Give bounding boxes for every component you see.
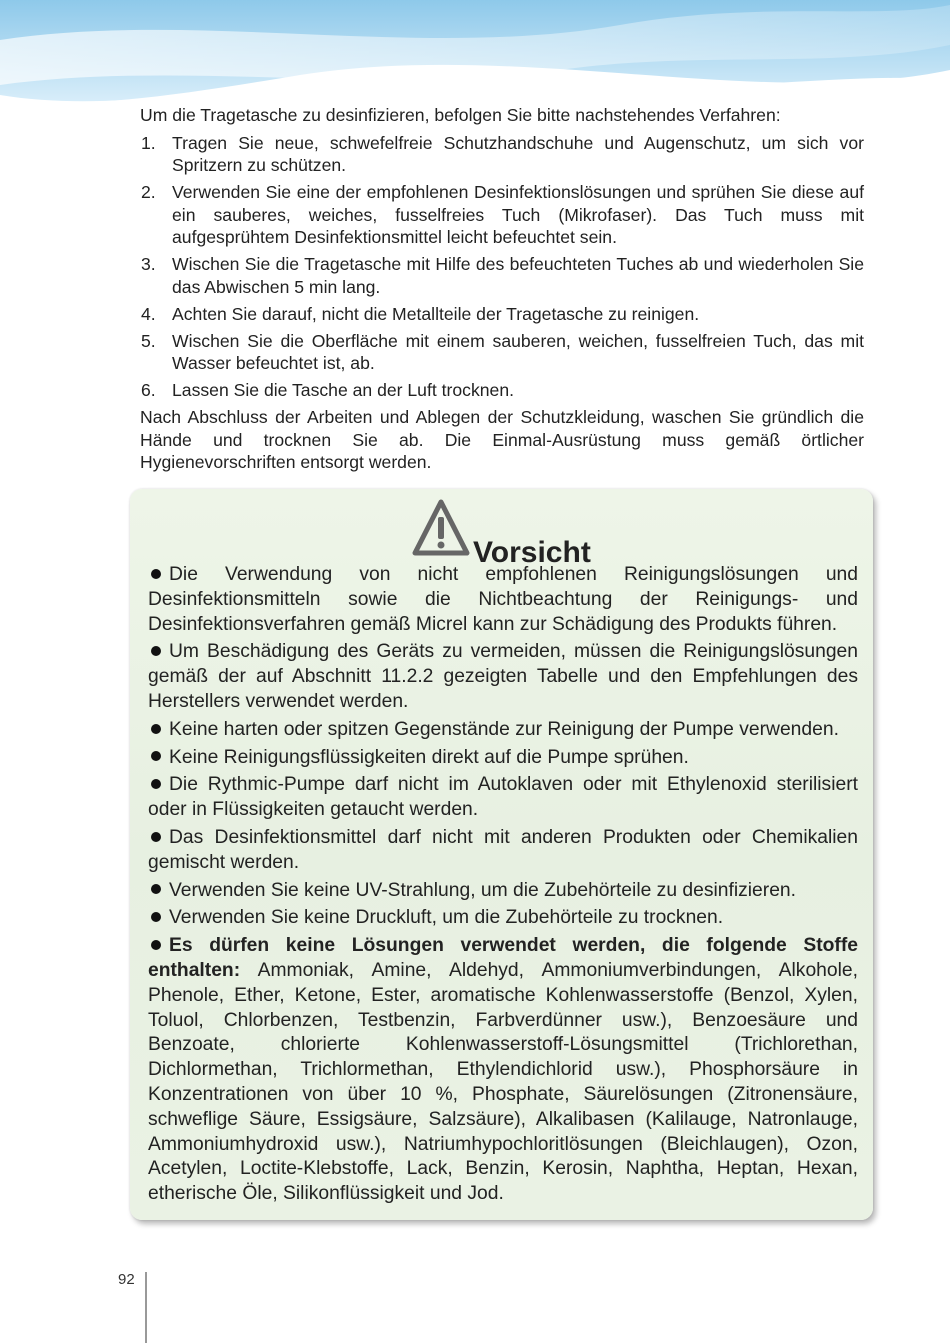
list-item: Verwenden Sie keine Druckluft, um die Zubehörteile zu trocknen. xyxy=(148,906,858,931)
bullet-icon xyxy=(151,884,161,894)
list-item: Die Verwendung von nicht empfohlenen Reinigungslösungen und Desinfektionsmitteln sowie die Nichtbeachtung der Reinigungs- und Desinfektionsverfahren gemäß Micrel kann zur Schädigung des Produkts führen. xyxy=(148,564,858,635)
caution-header xyxy=(412,499,632,569)
list-item: Keine harten oder spitzen Gegenstände zur Reinigung der Pumpe verwenden. xyxy=(148,718,858,743)
procedure-outro: Nach Abschluss der Arbeiten und Ablegen der Schutzkleidung, waschen Sie gründlich die Hände und trocknen Sie ab. Die Einmal-Ausrüstung muss gemäß örtlicher Hygienevorschriften entsorgt werden. xyxy=(140,407,864,472)
list-item xyxy=(148,934,858,1207)
bullet-icon xyxy=(151,779,161,789)
caution-title: Vorsicht xyxy=(473,536,591,569)
page-divider xyxy=(145,1272,147,1343)
list-item: 2. Verwenden Sie eine der empfohlenen Desinfektionslösungen und sprühen Sie diese auf ein sauberes, weiches, fusselfreies Tuch (Mikrofaser). Das Tuch muss mit aufgesprühtem Desinfektionsmittel leicht befeuchtet sein. xyxy=(141,182,864,247)
list-item: 6. Lassen Sie die Tasche an der Luft trocknen. xyxy=(141,380,514,400)
bullet-icon xyxy=(151,646,161,656)
list-item: Verwenden Sie keine UV-Strahlung, um die Zubehörteile zu desinfizieren. xyxy=(148,879,858,904)
list-item: Keine Reinigungsflüssigkeiten direkt auf die Pumpe sprühen. xyxy=(148,746,858,771)
list-item: 5. Wischen Sie die Oberfläche mit einem sauberen, weichen, fusselfreien Tuch, das mit Wasser befeuchtet ist, ab. xyxy=(141,330,864,373)
bullet-icon xyxy=(151,912,161,922)
bullet-icon xyxy=(151,569,161,579)
caution-box xyxy=(130,489,873,1220)
page-number: 92 xyxy=(118,1271,135,1288)
list-item: 4. Achten Sie darauf, nicht die Metallteile der Tragetasche zu reinigen. xyxy=(141,303,700,324)
procedure-steps xyxy=(140,132,864,402)
bullet-icon xyxy=(151,940,161,950)
procedure-intro: Um die Tragetasche zu desinfizieren, befolgen Sie bitte nachstehendes Verfahren: xyxy=(140,105,781,125)
bullet-icon xyxy=(151,832,161,842)
caution-last-item-bold: Es dürfen keine Lösungen verwendet werden, die folgende Stoffe enthalten: xyxy=(148,935,858,981)
list-item: 1. Tragen Sie neue, schwefelfreie Schutzhandschuhe und Augenschutz, um sich vor Spritzern zu schützen. xyxy=(141,132,864,175)
warning-triangle-icon xyxy=(412,499,470,557)
bullet-icon xyxy=(151,724,161,734)
caution-list xyxy=(148,563,858,1210)
list-item: Das Desinfektionsmittel darf nicht mit anderen Produkten oder Chemikalien gemischt werden. xyxy=(148,826,858,873)
list-item: 3. Wischen Sie die Tragetasche mit Hilfe des befeuchteten Tuches ab und wiederholen Sie das Abwischen 5 min lang. xyxy=(141,254,864,297)
list-item: Die Rythmic-Pumpe darf nicht im Autoklaven oder mit Ethylenoxid sterilisiert oder in Flüssigkeiten getaucht werden. xyxy=(148,774,858,821)
caution-last-item-text: Ammoniak, Amine, Aldehyd, Ammoniumverbindungen, Alkohole, Phenole, Ether, Ketone, Ester, aromatische Kohlenwasserstoffe (Benzol, Xylen, Toluol, Chlorbenzen, Testbenzin, Farbverdünner usw.), Benzoesäure und Benzoate, chlorierte Kohlenwasserstoff-Lösungsmittel (Trichlorethan, Dichlormethan, Trichlormethan, Ethylendichlorid usw.), Phosphorsäure in Konzentrationen von über 10 %, Phosphate, Säurelösungen (Zitronensäure, schweflige Säure, Essigsäure, Salzsäure), Alkalibasen (Kalilauge, Natronlauge, Ammoniumhydroxid usw.), Natriumhypochloritlösungen (Bleichlaugen), Ozon, Acetylen, Loctite-Klebstoffe, Lack, Benzin, Kerosin, Naphtha, Heptan, Hexan, etherische Öle, Silikonflüssigkeit und Jod. xyxy=(148,959,858,1205)
bullet-icon xyxy=(151,751,161,761)
procedure-section xyxy=(140,104,864,474)
list-item: Um Beschädigung des Geräts zu vermeiden, müssen die Reinigungslösungen gemäß der auf Abschnitt 11.2.2 gezeigten Tabelle und den Empfehlungen des Herstellers verwendet werden. xyxy=(148,641,858,712)
